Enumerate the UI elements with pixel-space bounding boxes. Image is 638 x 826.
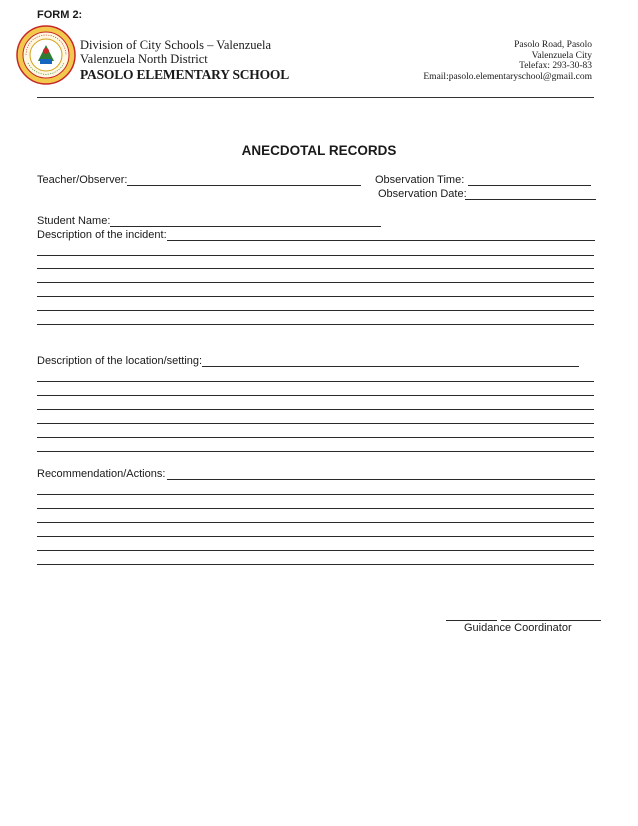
incident-description-label: Description of the incident: — [37, 229, 167, 241]
district-name: Valenzuela North District — [80, 52, 208, 66]
form-title: ANECDOTAL RECORDS — [241, 143, 397, 158]
observation-time-label: Observation Time: — [375, 174, 465, 186]
recommendation-line[interactable] — [37, 494, 594, 495]
recommendation-line[interactable] — [37, 550, 594, 551]
telefax: Telefax: 293-30-83 — [519, 61, 592, 72]
teacher-observer-field[interactable] — [127, 185, 361, 186]
guidance-coordinator-label: Guidance Coordinator — [464, 622, 572, 634]
school-name: PASOLO ELEMENTARY SCHOOL — [80, 67, 290, 82]
observation-date-label: Observation Date: — [378, 188, 467, 200]
location-line[interactable] — [37, 409, 594, 410]
location-line[interactable] — [37, 423, 594, 424]
recommendation-field[interactable] — [167, 479, 595, 480]
address-line-1: Pasolo Road, Pasolo — [514, 40, 592, 50]
incident-line[interactable] — [37, 310, 594, 311]
address-line-2: Valenzuela City — [531, 50, 592, 61]
incident-line[interactable] — [37, 282, 594, 283]
incident-line[interactable] — [37, 255, 594, 256]
location-line[interactable] — [37, 395, 594, 396]
header-divider — [37, 97, 594, 98]
recommendation-label: Recommendation/Actions: — [37, 468, 166, 480]
signature-line-long[interactable] — [501, 620, 601, 621]
location-line[interactable] — [37, 451, 594, 452]
signature-line-short[interactable] — [446, 620, 497, 621]
recommendation-line[interactable] — [37, 522, 594, 523]
location-line[interactable] — [37, 437, 594, 438]
contact-block — [423, 40, 592, 82]
division-name: Division of City Schools – Valenzuela — [80, 38, 272, 52]
location-line[interactable] — [37, 381, 594, 382]
incident-description-field[interactable] — [167, 240, 595, 241]
student-name-field[interactable] — [110, 226, 381, 227]
location-description-label: Description of the location/setting: — [37, 355, 203, 367]
office-block — [80, 38, 289, 82]
location-description-field[interactable] — [202, 366, 579, 367]
email: Email:pasolo.elementaryschool@gmail.com — [423, 71, 592, 82]
observation-time-field[interactable] — [468, 185, 591, 186]
student-name-label: Student Name: — [37, 215, 111, 227]
recommendation-line[interactable] — [37, 508, 594, 509]
incident-line[interactable] — [37, 296, 594, 297]
school-seal-logo — [16, 25, 76, 85]
recommendation-line[interactable] — [37, 564, 594, 565]
form-number: FORM 2: — [37, 9, 83, 21]
recommendation-line[interactable] — [37, 536, 594, 537]
observation-date-field[interactable] — [465, 199, 596, 200]
incident-line[interactable] — [37, 324, 594, 325]
incident-line[interactable] — [37, 268, 594, 269]
teacher-observer-label: Teacher/Observer: — [37, 174, 128, 186]
